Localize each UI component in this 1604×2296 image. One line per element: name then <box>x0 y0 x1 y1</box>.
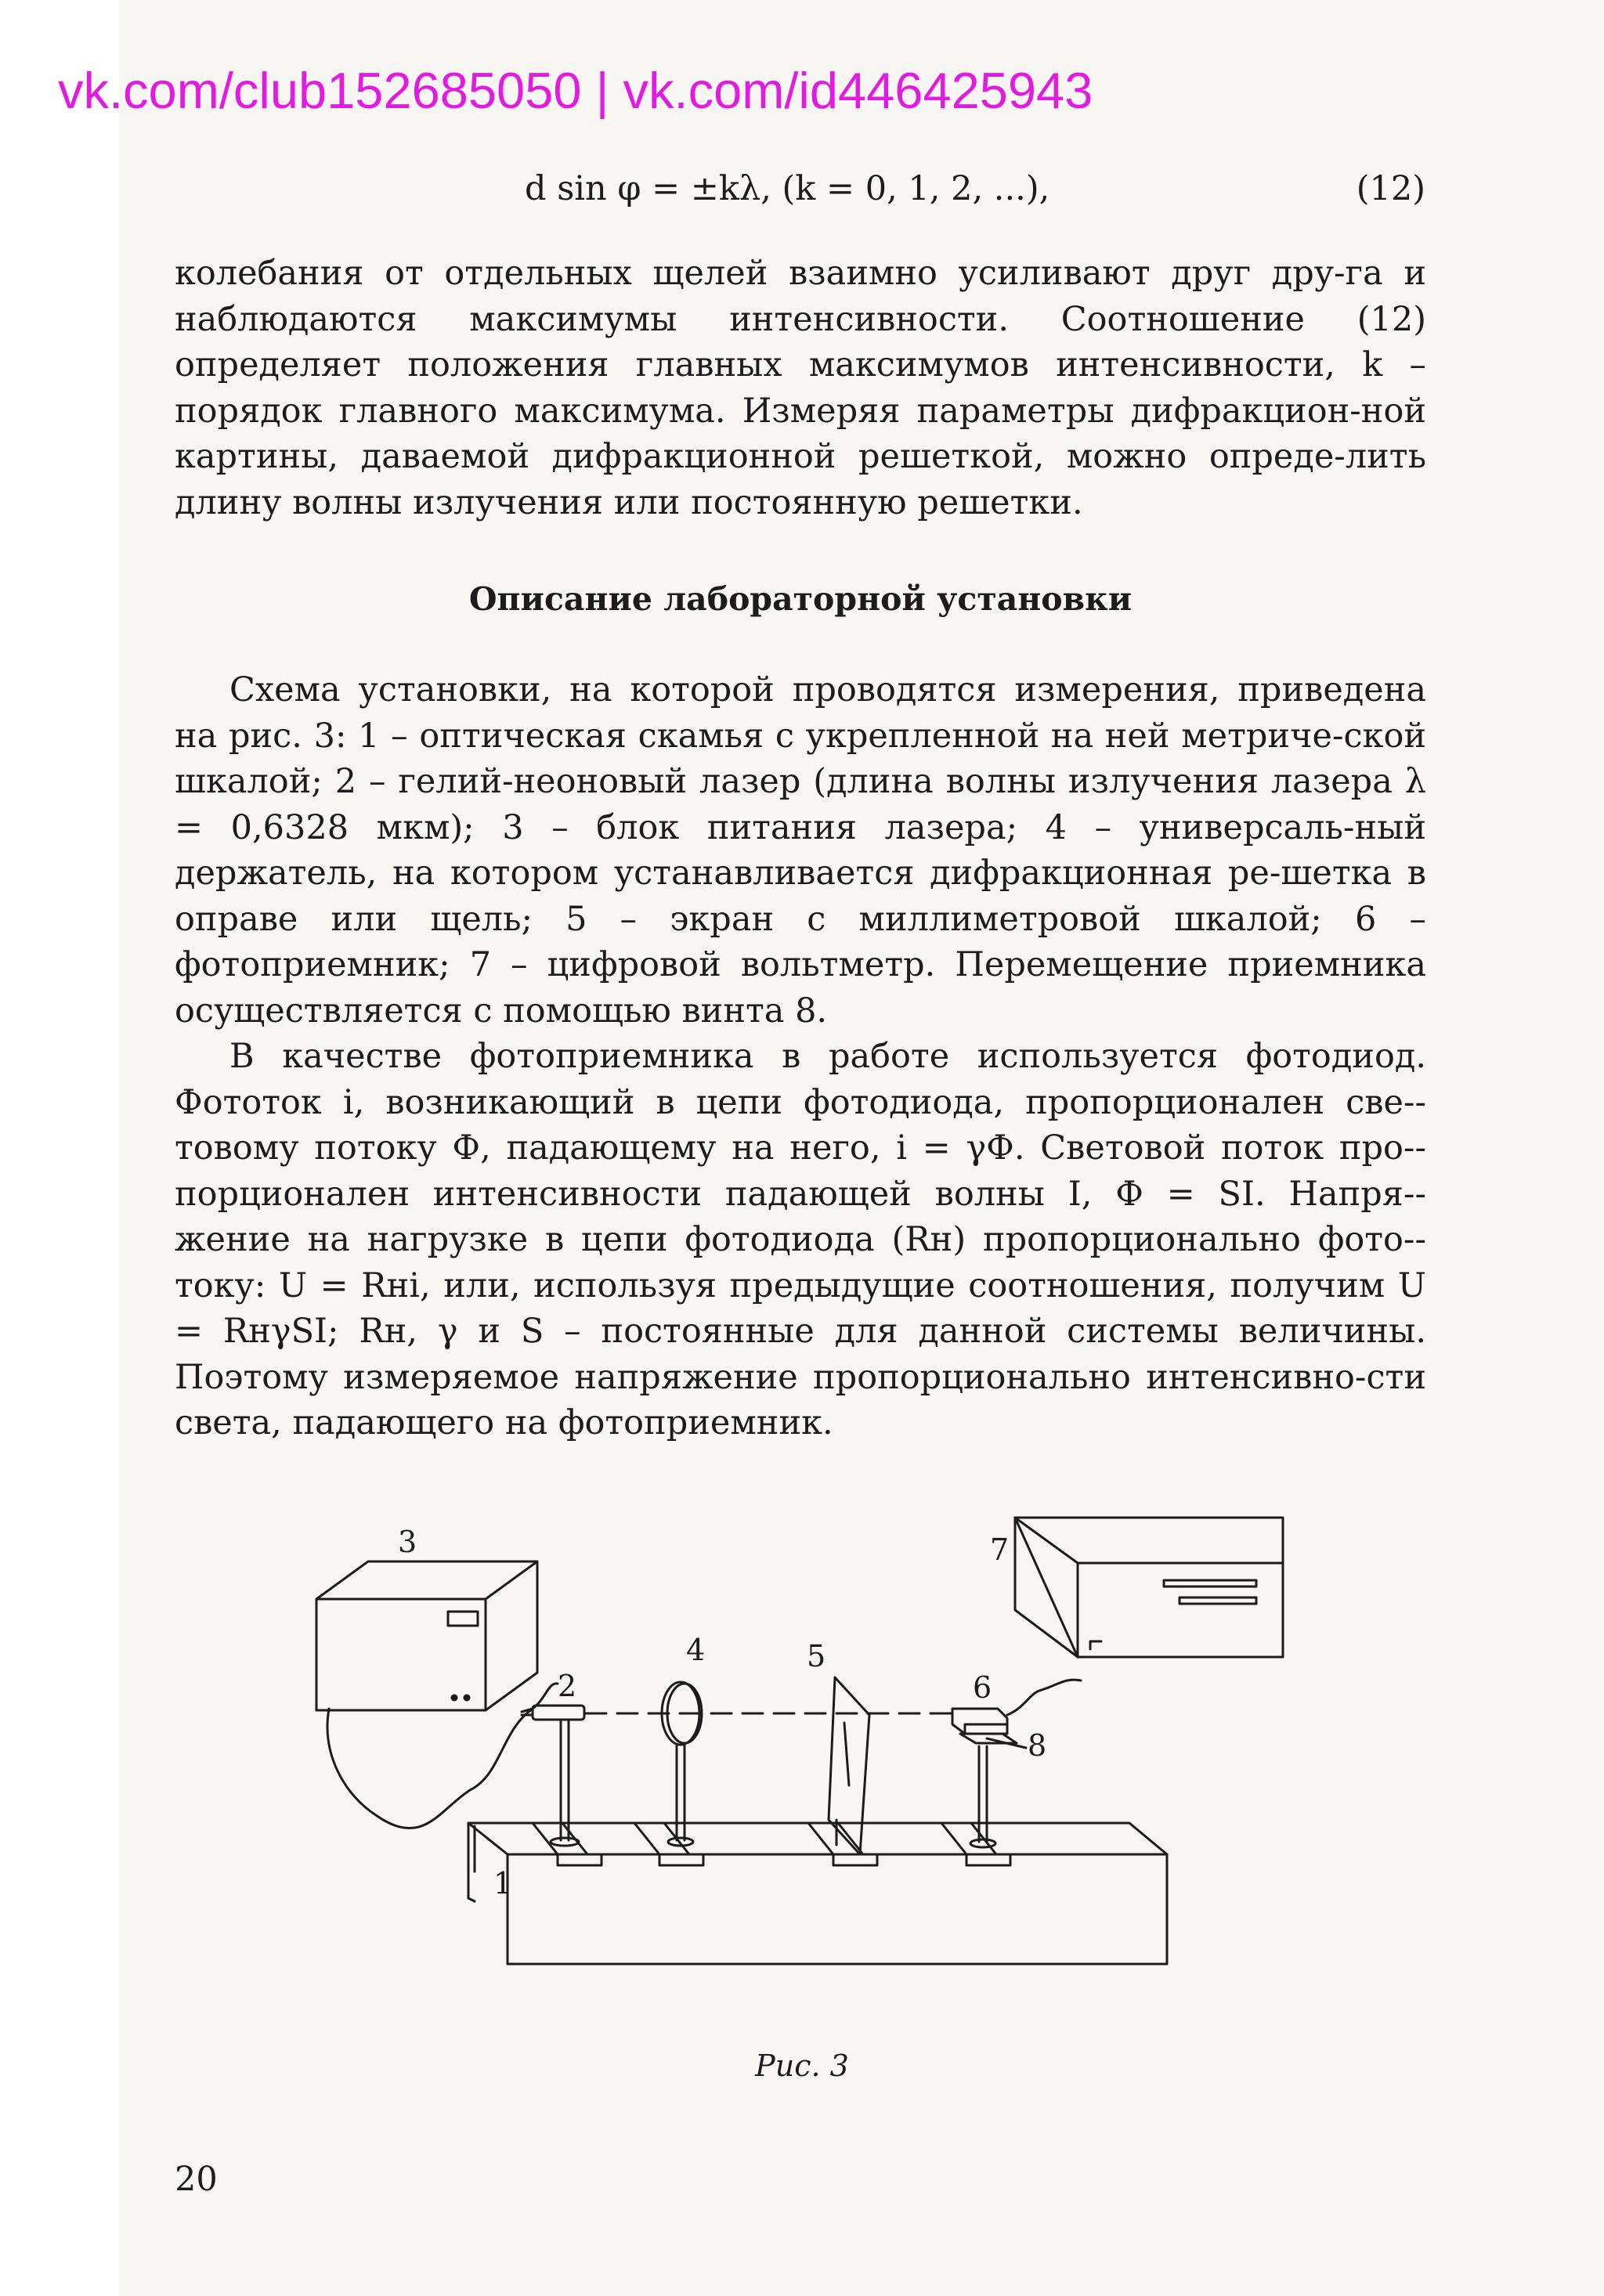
label-6: 6 <box>973 1670 992 1705</box>
equation-number: (12) <box>1356 169 1425 208</box>
label-8: 8 <box>1028 1728 1047 1763</box>
paragraph-2: Схема установки, на которой проводятся измерения, приведена на рис. 3: 1 – оптическая скамья с укрепленной на ней метриче-ской шкалой; 2 – гелий-неоновый лазер (длина волны излучения лазера λ = 0,6328 мкм); 3 – блок питания лазера; 4 – универсаль-ный держатель, на котором устанавливается дифракционная ре-шетка в оправе или щель; 5 – экран с миллиметровой шкалой; 6 – фотоприемник; 7 – цифровой вольтметр. Перемещение приемника осуществляется с помощью винта 8. <box>175 670 1426 1031</box>
grating-holder-4 <box>662 1682 702 1846</box>
laser-2 <box>522 1706 584 1846</box>
signal-cable <box>1007 1680 1081 1715</box>
label-1: 1 <box>493 1866 513 1901</box>
text-block-1 <box>175 251 1426 525</box>
label-2: 2 <box>558 1669 577 1703</box>
figure-caption: Рис. 3 <box>755 2049 849 2083</box>
photodetector-6 <box>952 1709 1026 1847</box>
equation-12: d sin φ = ±kλ, (k = 0, 1, 2, ...), <box>525 169 1050 208</box>
label-7: 7 <box>990 1532 1010 1567</box>
page-number: 20 <box>175 2160 218 2199</box>
carriage-5 <box>808 1823 877 1865</box>
label-4: 4 <box>686 1633 706 1667</box>
screen-5 <box>829 1677 869 1854</box>
voltmeter-7 <box>1015 1518 1283 1657</box>
power-supply-box <box>316 1561 537 1710</box>
carriage-6 <box>941 1823 1010 1865</box>
paragraph-1: колебания от отдельных щелей взаимно усиливают друг дру-га и наблюдаются максимумы интенсивности. Соотношение (12) определяет положения главных максимумов интенсивности, k – порядок главного максимума. Измеряя параметры дифракцион-ной картины, даваемой дифракционной решеткой, можно опреде-лить длину волны излучения или постоянную решетки. <box>175 254 1426 522</box>
watermark-links: vk.com/club152685050 | vk.com/id446425943 <box>58 62 1093 119</box>
figure-lab-setup <box>298 1504 1316 2013</box>
label-5: 5 <box>807 1639 826 1673</box>
paragraph-3: В качестве фотоприемника в работе используется фотодиод. Фототок i, возникающий в цепи фотодиода, пропорционален све-товому потоку Ф, падающему на него, i = γФ. Световой поток про-порционален интенсивности падающей волны I, Ф = SI. Напря-жение на нагрузке в цепи фотодиода (Rн) пропорционально фото-току: U = Rнi, или, используя предыдущие соотношения, получим U = RнγSI; Rн, γ и S – постоянные для данной системы величины. Поэтому измеряемое напряжение пропорционально интенсивно-сти света, падающего на фотоприемник. <box>175 1037 1426 1442</box>
label-3: 3 <box>398 1525 417 1559</box>
setup-diagram <box>298 1504 1316 2013</box>
power-cable <box>327 1684 558 1828</box>
carriage-2 <box>533 1823 602 1865</box>
section-heading: Описание лабораторной установки <box>468 580 1133 618</box>
text-block-2 <box>175 667 1426 1446</box>
